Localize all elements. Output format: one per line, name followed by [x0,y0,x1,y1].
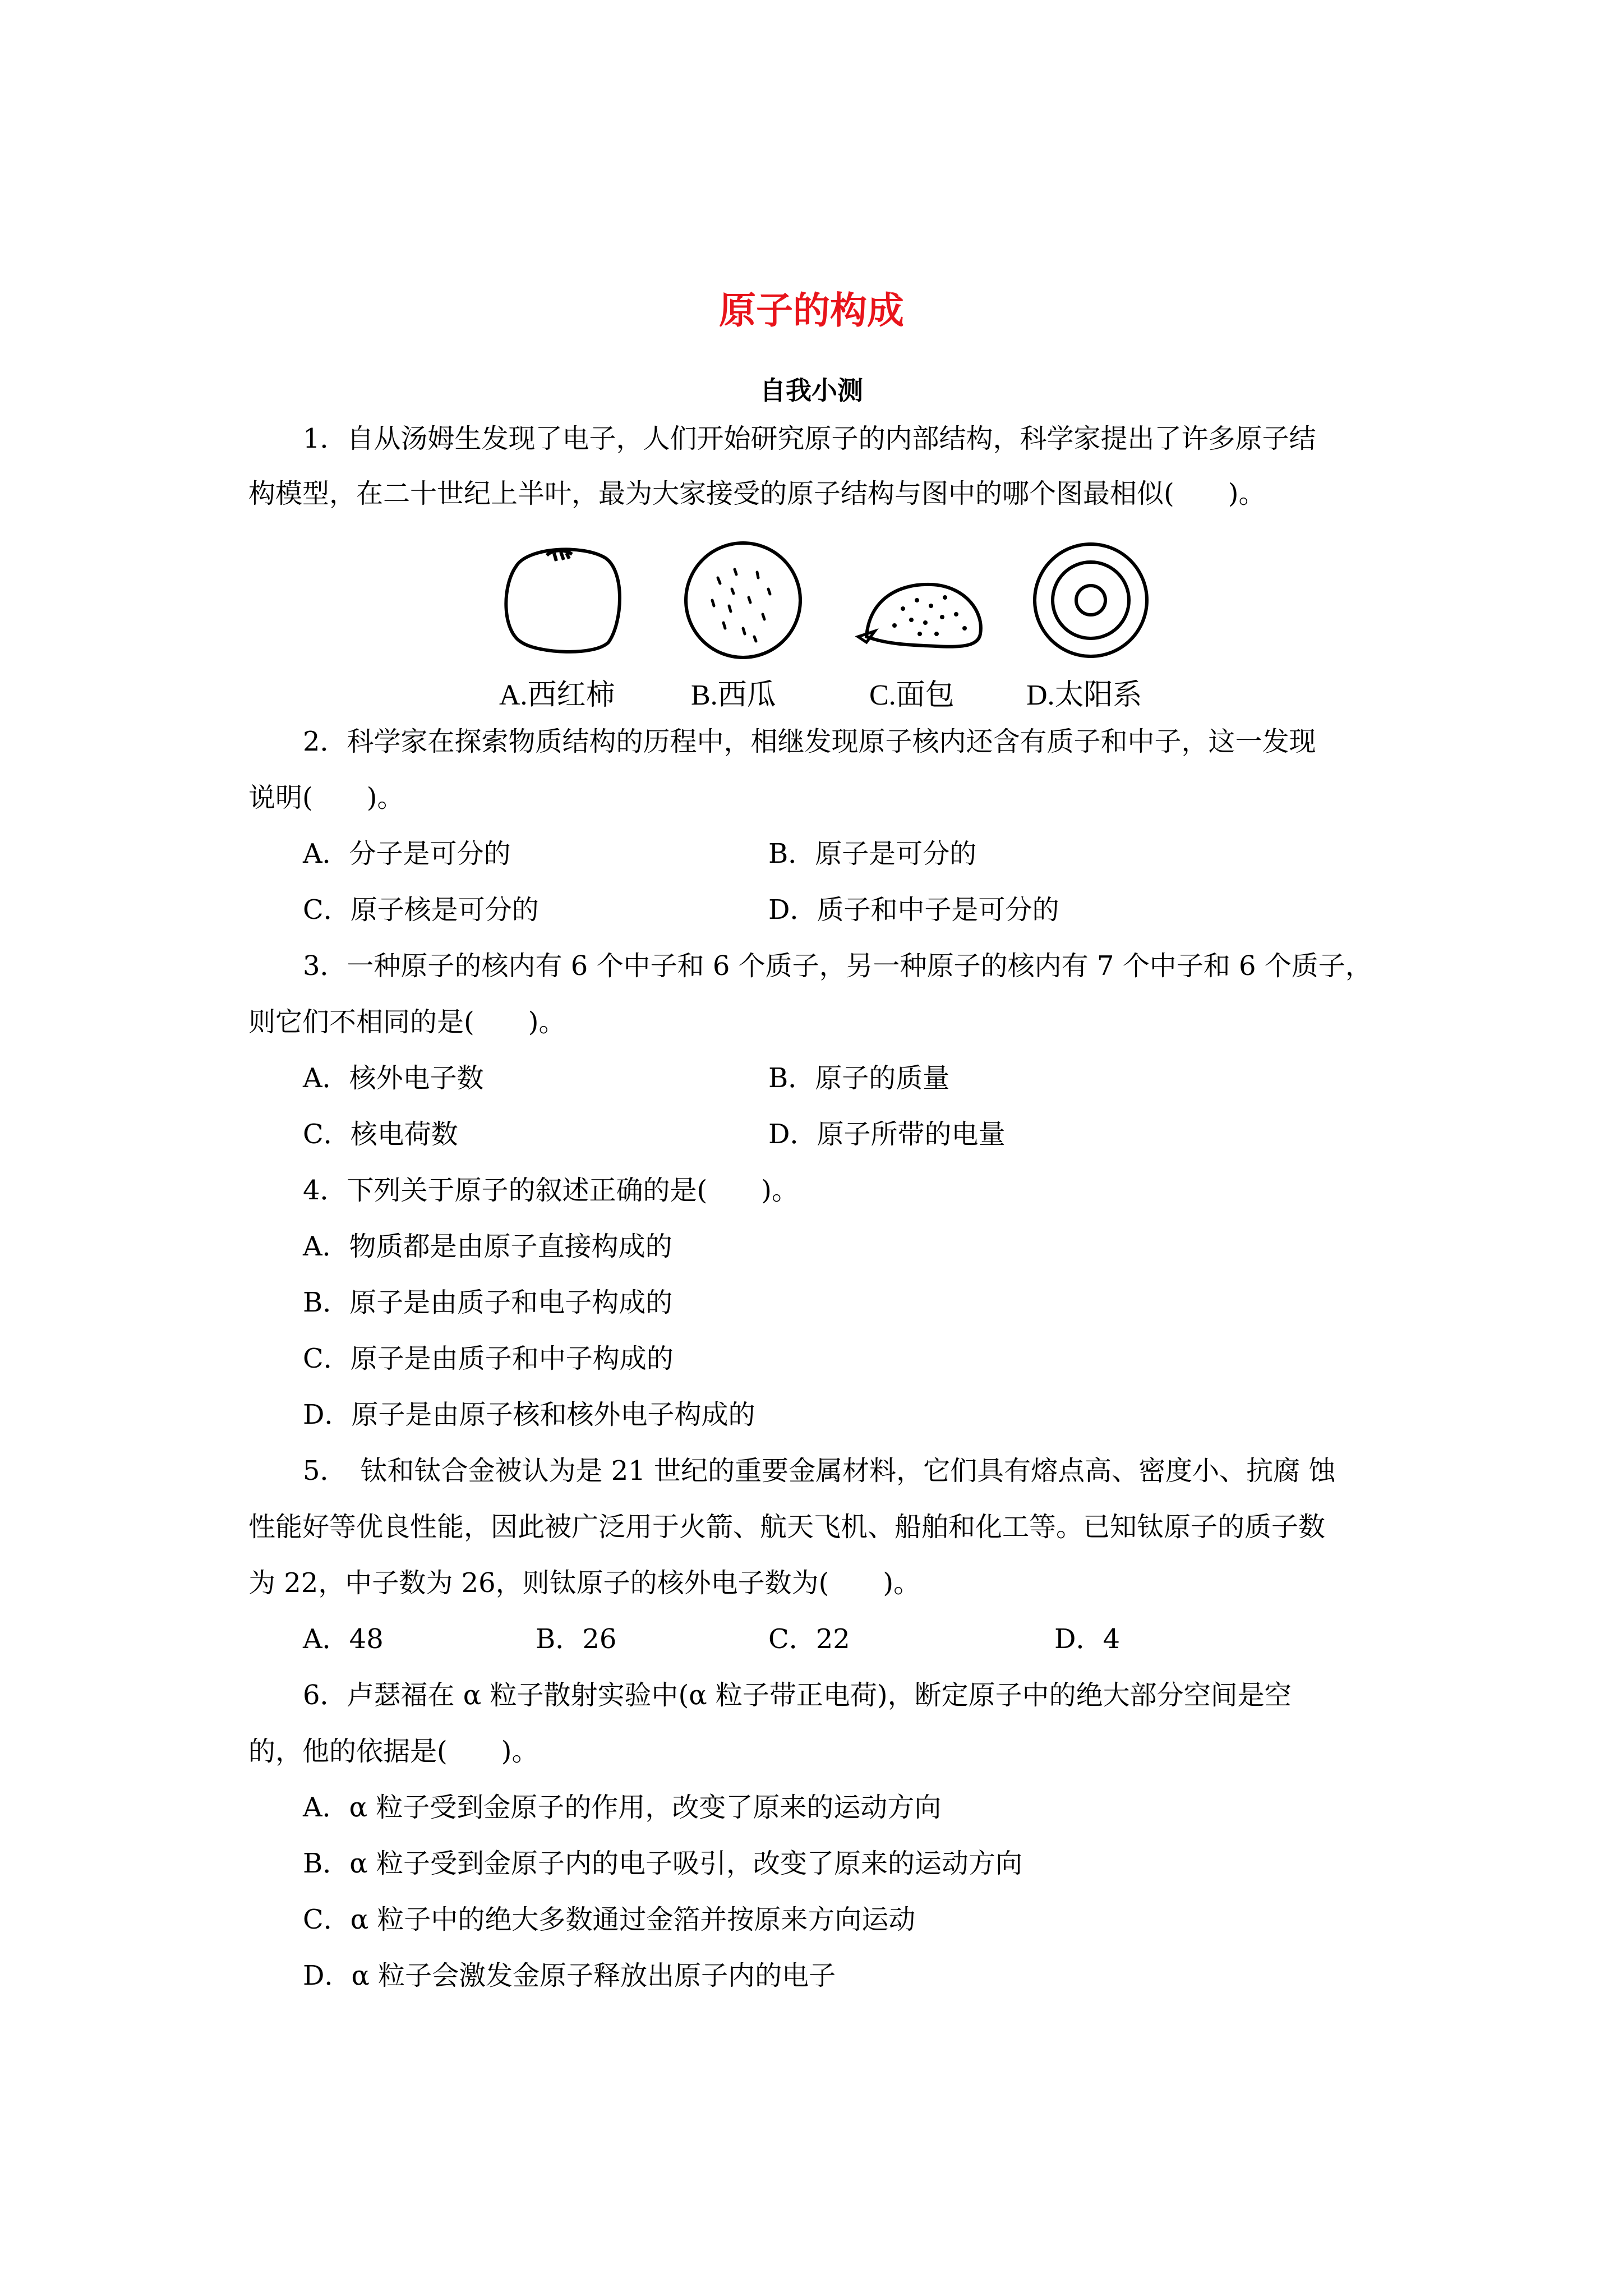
q4-option-a: A．物质都是由原子直接构成的 [303,1231,672,1262]
q2-text-line-2: 说明( )。 [248,782,404,813]
q1-text-line-1: 1．自从汤姆生发现了电子，人们开始研究原子的内部结构，科学家提出了许多原子结 [303,423,1316,454]
q4-text-line-1: 4．下列关于原子的叙述正确的是( )。 [303,1175,799,1206]
q4-option-c: C．原子是由质子和中子构成的 [303,1343,674,1374]
q5-text-line-2: 性能好等优良性能，因此被广泛用于火箭、航天飞机、船舶和化工等。已知钛原子的质子数 [248,1511,1326,1543]
q3-option-b: B．原子的质量 [768,1062,950,1094]
q2-text-line-1: 2．科学家在探索物质结构的历程中，相继发现原子核内还含有质子和中子，这一发现 [303,726,1316,757]
q3-text-line-2: 则它们不相同的是( )。 [248,1006,566,1038]
figure-label-d: D.太阳系 [1026,679,1142,711]
q5-option-c: C．22 [768,1623,850,1655]
q5-text-line-3: 为 22，中子数为 26，则钛原子的核外电子数为( )。 [248,1567,921,1599]
section-heading: 自我小测 [760,375,863,406]
q4-option-d: D．原子是由原子核和核外电子构成的 [303,1399,755,1430]
q5-option-b: B．26 [536,1623,617,1655]
q6-text-line-2: 的，他的依据是( )。 [248,1736,539,1767]
q6-option-c: C．α 粒子中的绝大多数通过金箔并按原来方向运动 [303,1904,916,1935]
q5-option-a: A．48 [303,1623,384,1655]
q3-option-d: D．原子所带的电量 [768,1119,1006,1150]
q2-option-d: D．质子和中子是可分的 [768,894,1059,926]
q3-text-line-1: 3．一种原子的核内有 6 个中子和 6 个质子，另一种原子的核内有 7 个中子和 6 个质子， [303,950,1372,982]
q4-option-b: B．原子是由质子和电子构成的 [303,1287,673,1318]
q2-option-b: B．原子是可分的 [768,838,977,869]
q6-text-line-1: 6．卢瑟福在 α 粒子散射实验中(α 粒子带正电荷)，断定原子中的绝大部分空间是空 [303,1680,1292,1711]
q3-option-c: C．核电荷数 [303,1119,458,1150]
figure-label-a: A.西红柿 [499,679,615,711]
q2-option-c: C．原子核是可分的 [303,894,539,926]
q6-option-a: A．α 粒子受到金原子的作用，改变了原来的运动方向 [303,1792,942,1823]
q2-option-a: A．分子是可分的 [303,838,511,869]
q6-option-b: B．α 粒子受到金原子内的电子吸引，改变了原来的运动方向 [303,1848,1022,1879]
page-title: 原子的构成 [719,289,904,332]
q5-text-line-1: 5． 钛和钛合金被认为是 21 世纪的重要金属材料，它们具有熔点高、密度小、抗腐 蚀 [303,1455,1336,1487]
figure-label-b: B.西瓜 [691,679,776,711]
solar-system-icon [1026,539,1155,668]
q1-figures [482,539,1155,718]
q1-text-line-2: 构模型，在二十世纪上半叶，最为大家接受的原子结构与图中的哪个图最相似( )。 [248,478,1266,509]
q3-option-a: A．核外电子数 [303,1062,484,1094]
figure-label-c: C.面包 [869,679,955,711]
q6-option-d: D．α 粒子会激发金原子释放出原子内的电子 [303,1960,836,1991]
q5-option-d: D．4 [1054,1623,1121,1655]
watermelon-icon [679,539,808,668]
bread-icon [852,539,993,662]
tomato-icon [494,539,628,662]
